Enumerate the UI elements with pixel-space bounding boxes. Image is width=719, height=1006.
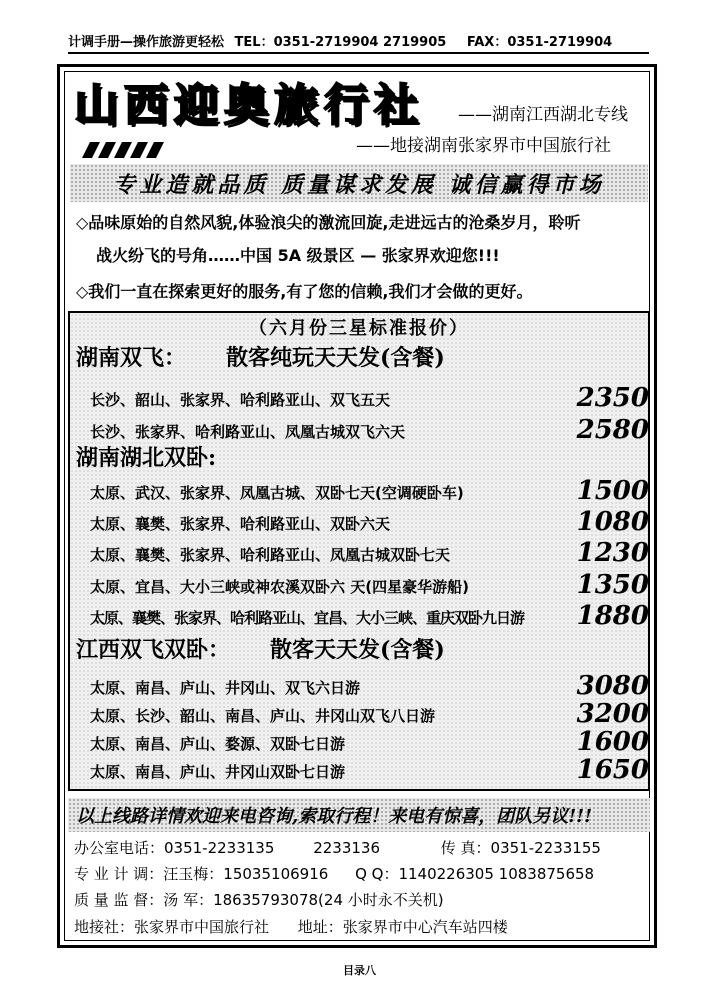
intro-line-2: 战火纷飞的号角……中国 5A 级景区 — 张家界欢迎您!!! — [96, 246, 500, 265]
office-fax: 传 真：0351-2233155 — [440, 839, 601, 857]
slogan-text: 专业造就品质 质量谋求发展 诚信赢得市场 — [113, 171, 605, 198]
intro-line-3: ◇我们一直在探索更好的服务,有了您的信赖,我们才会做的更好。 — [76, 282, 533, 301]
section-name: 江西双飞双卧： — [76, 637, 231, 663]
route-price: 3200 — [576, 699, 649, 729]
brand-line-2: ——地接湖南张家界市中国旅行社 — [356, 136, 611, 156]
planner-contact: 专 业 计 调：汪玉梅：15035106916 — [74, 865, 329, 883]
route-price: 1880 — [576, 601, 649, 631]
section-hunan-flight — [76, 344, 445, 372]
supervisor-contact: 质 量 监 督：汤 军：18635793078(24 小时永不关机) — [74, 891, 444, 909]
route-item: 长沙、韶山、张家界、哈利路亚山、双飞五天 — [90, 391, 391, 409]
route-item: 长沙、张家界、哈利路亚山、凤凰古城双飞六天 — [90, 423, 406, 441]
section-name: 湖南湖北双卧: — [76, 445, 217, 471]
stripes-decoration — [76, 140, 176, 160]
header-tagline: 计调手册—操作旅游更轻松 — [68, 35, 225, 50]
agency-address: 地址：张家界市中心汽车站四楼 — [297, 918, 508, 936]
route-price: 1230 — [576, 538, 649, 568]
section-note: 散客天天发(含餐) — [270, 637, 445, 663]
brand-line-1: ——湖南江西湖北专线 — [458, 105, 628, 125]
route-item: 太原、南昌、庐山、井冈山双卧七日游 — [90, 763, 346, 781]
route-price: 1350 — [576, 570, 649, 600]
route-item: 太原、襄樊、张家界、哈利路亚山、双卧六天 — [90, 515, 391, 533]
page-number: 目录八 — [343, 964, 376, 977]
route-price: 1080 — [576, 507, 649, 537]
route-item: 太原、宜昌、大小三峡或神农溪双卧六 天(四星豪华游船) — [90, 578, 469, 596]
footer-slogan-bar — [68, 798, 650, 832]
route-price: 1650 — [576, 755, 649, 785]
route-price: 1600 — [576, 727, 649, 757]
planner-row — [74, 864, 594, 884]
qq-contact: Q Q：1140226305 1083875658 — [355, 865, 595, 883]
price-box-title: （六月份三星标准报价） — [249, 318, 469, 339]
header-tel: TEL：0351-2719904 2719905 — [234, 35, 447, 50]
route-item: 太原、襄樊、张家界、哈利路亚山、宜昌、大小三峡、重庆双卧九日游 — [90, 609, 525, 627]
office-phone-row — [74, 838, 601, 858]
ground-agency: 地接社：张家界市中国旅行社 — [74, 918, 270, 936]
supervisor-row — [74, 890, 444, 910]
footer-slogan: 以上线路详情欢迎来电咨询,索取行程！来电有惊喜，团队另议!!! — [76, 806, 592, 827]
agency-row — [74, 917, 508, 937]
route-price: 2580 — [576, 415, 649, 445]
section-hunan-hubei-sleeper — [76, 444, 216, 472]
header-line — [68, 34, 649, 54]
route-price: 2350 — [576, 383, 649, 413]
route-item: 太原、南昌、庐山、婺源、双卧七日游 — [90, 735, 346, 753]
route-item: 太原、武汉、张家界、凤凰古城、双卧七天(空调硬卧车) — [90, 484, 464, 502]
section-jiangxi — [76, 636, 445, 664]
slogan-bar — [70, 164, 648, 202]
section-note: 散客纯玩天天发(含餐) — [226, 345, 445, 371]
header-fax: FAX：0351-2719904 — [466, 35, 613, 50]
route-item: 太原、南昌、庐山、井冈山、双飞六日游 — [90, 679, 361, 697]
route-item: 太原、长沙、韶山、南昌、庐山、井冈山双飞八日游 — [90, 707, 436, 725]
intro-line-1: ◇品味原始的自然风貌,体验浪尖的激流回旋,走进远古的沧桑岁月，聆听 — [76, 213, 581, 232]
office-phone-extra: 2233136 — [313, 839, 380, 857]
brand-logo: 山西迎奥旅行社 — [74, 80, 424, 131]
section-name: 湖南双飞： — [76, 345, 187, 371]
office-phone: 办公室电话：0351-2233135 — [74, 839, 275, 857]
route-price: 1500 — [576, 476, 649, 506]
route-price: 3080 — [576, 671, 649, 701]
route-item: 太原、襄樊、张家界、哈利路亚山、凤凰古城双卧七天 — [90, 546, 451, 564]
